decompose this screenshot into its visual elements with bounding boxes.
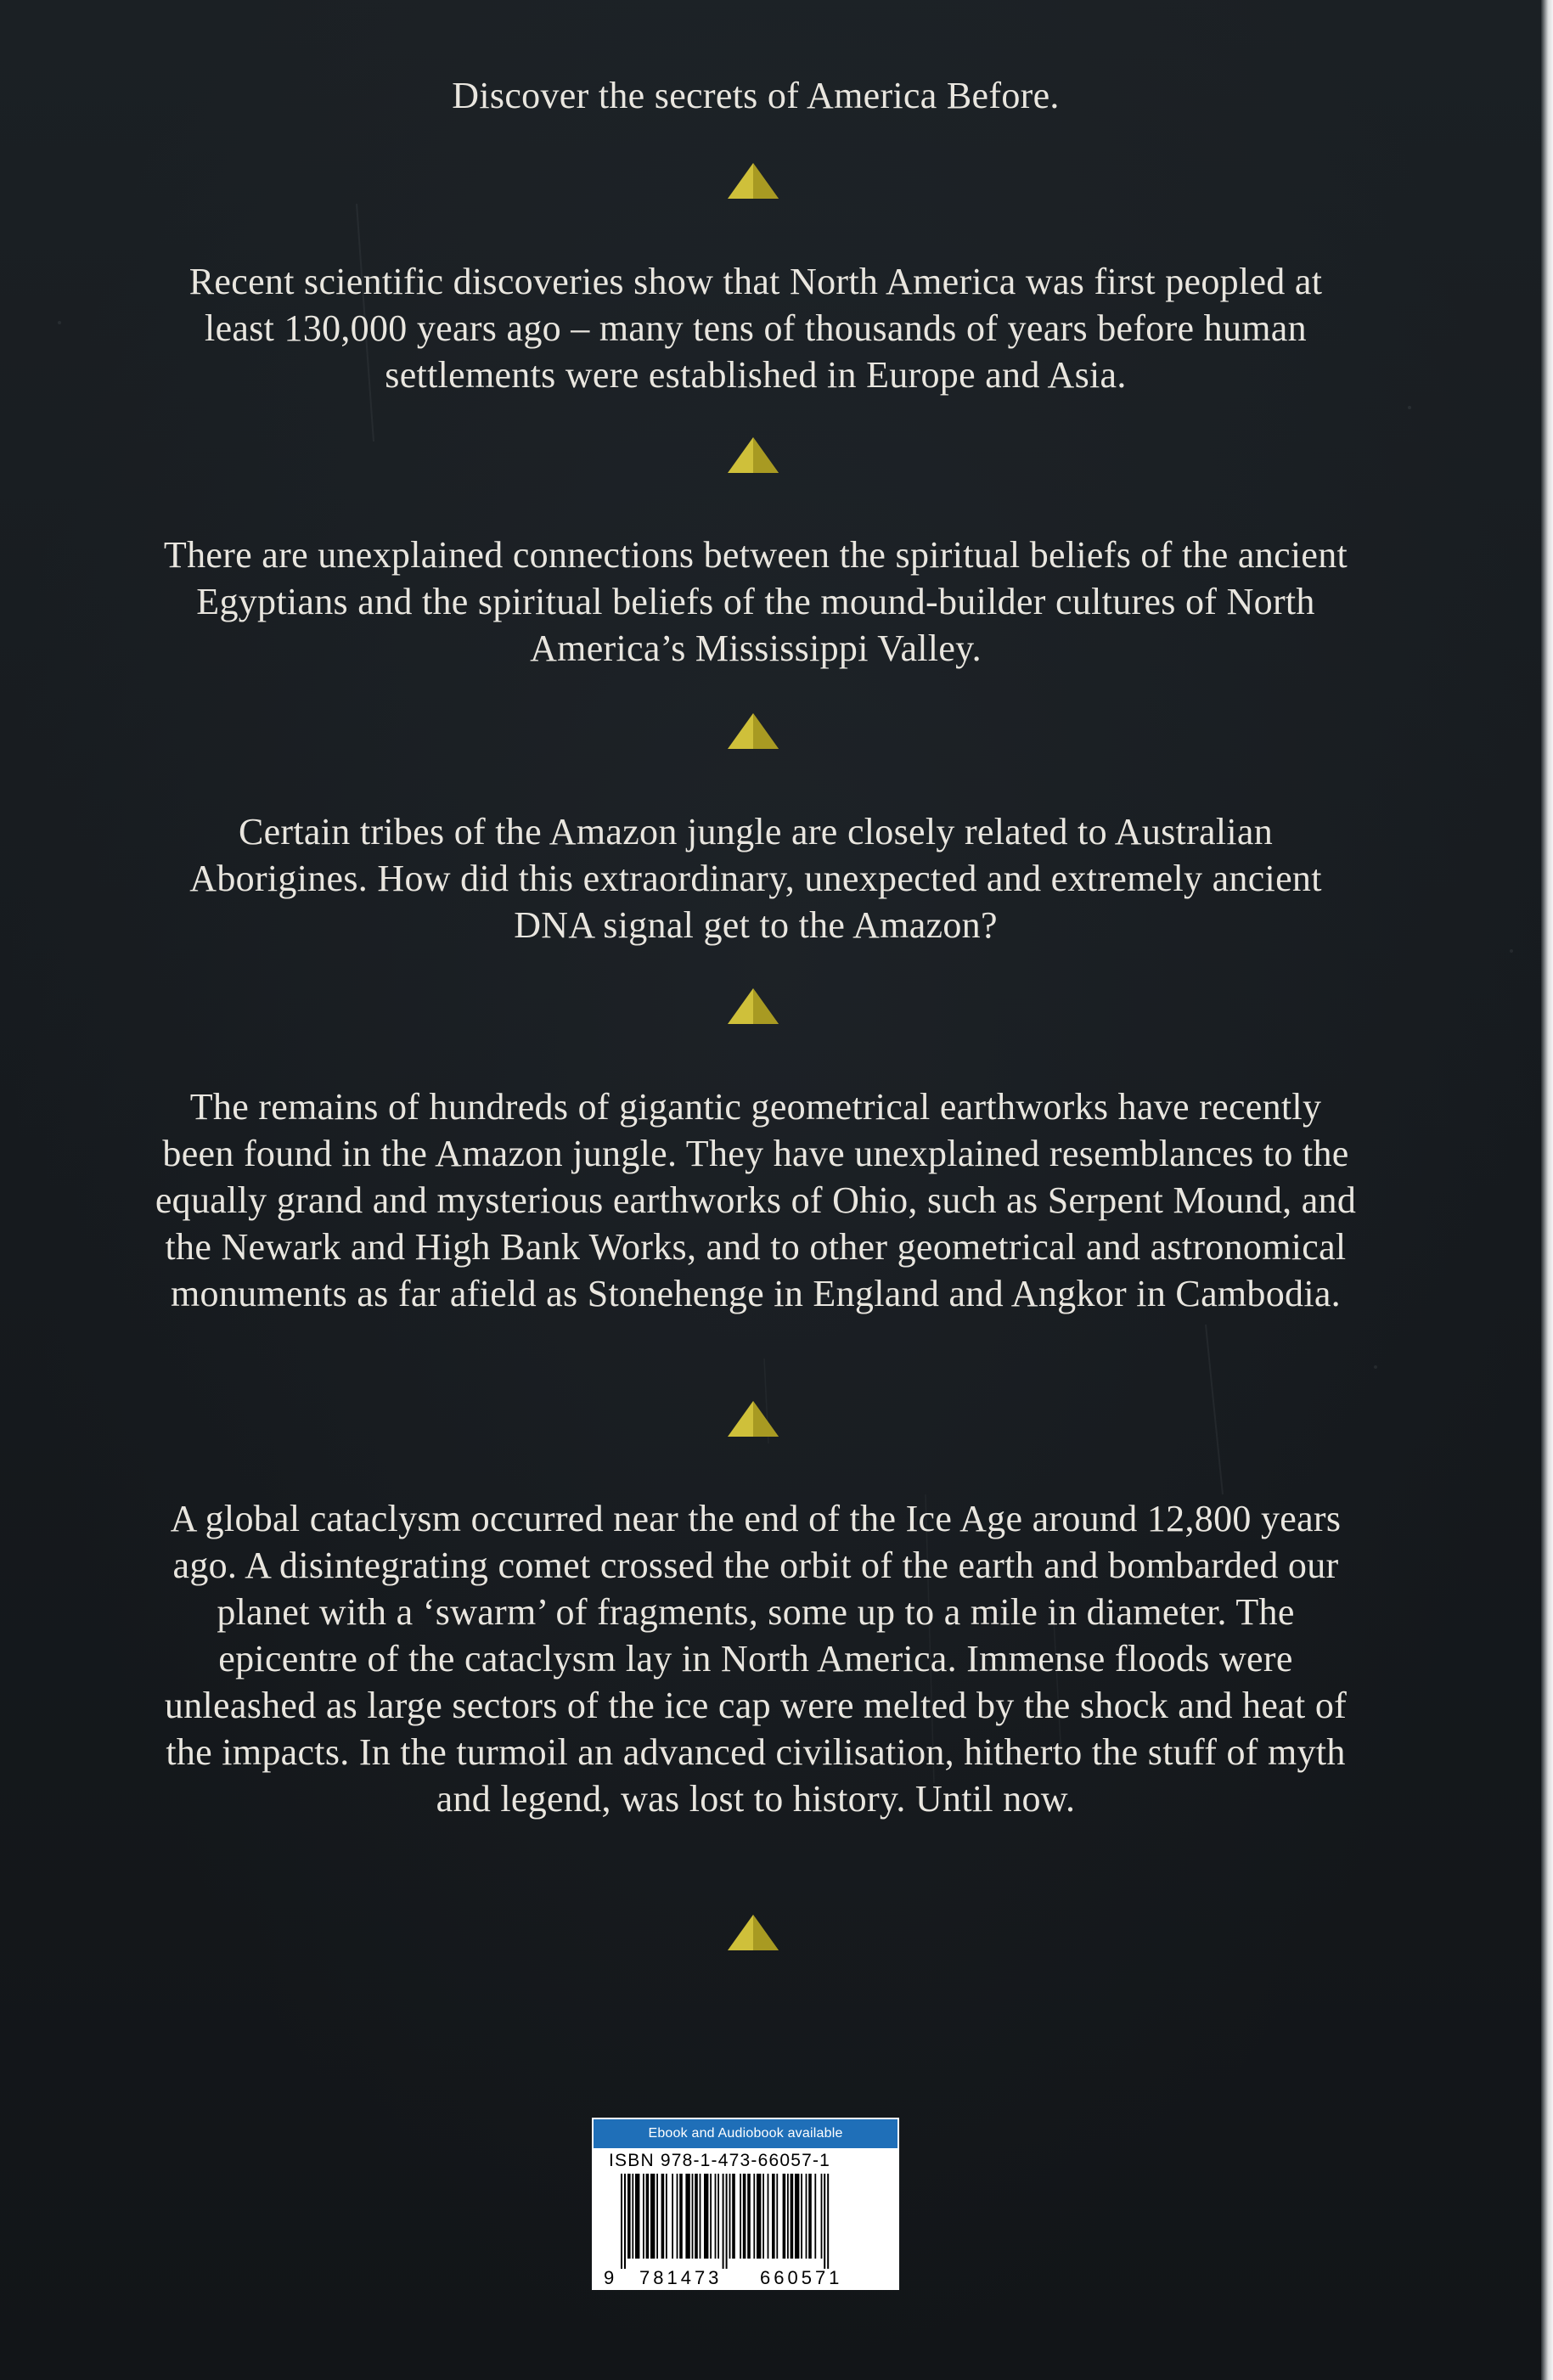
barcode-guard-bar: [726, 2174, 728, 2269]
barcode-bar: [704, 2174, 708, 2259]
barcode-bar: [732, 2174, 735, 2259]
barcode-bar: [692, 2174, 694, 2259]
barcode-bar: [666, 2174, 667, 2259]
barcode-bar: [821, 2174, 823, 2259]
pyramid-triangle-icon: [726, 712, 780, 751]
barcode-bar: [679, 2174, 683, 2259]
barcode-digits-right: 660571: [760, 2267, 843, 2288]
barcode-bar: [747, 2174, 751, 2259]
barcode-bar: [801, 2174, 802, 2259]
barcode-guard-bar: [827, 2174, 829, 2269]
barcode-bar: [806, 2174, 807, 2259]
barcode-bar: [808, 2174, 812, 2259]
barcode-digits-left: 781473: [639, 2267, 723, 2288]
barcode-bar: [787, 2174, 789, 2259]
barcode-bar: [757, 2174, 761, 2259]
barcode-bar: [627, 2174, 631, 2259]
barcode-guard-bar: [621, 2174, 622, 2269]
paragraph-peopling: [153, 258, 1359, 398]
pyramid-triangle-icon: [726, 161, 780, 200]
barcode-graphic: [600, 2174, 892, 2289]
paragraph-earthworks: [153, 1083, 1359, 1317]
paragraph-text: Discover the secrets of America Before.: [452, 75, 1060, 116]
barcode-bar: [772, 2174, 775, 2259]
pyramid-triangle-icon: [726, 1399, 780, 1438]
barcode-bar: [753, 2174, 755, 2259]
paragraph-text: The remains of hundreds of gigantic geometrical earthworks have recently been found in the Amazon jungle. They have unexplained resemblances to the equally grand and mysterious earthworks of Ohio, such as Serpent Mound, and the Newark and High Bank Works, and to other geometrical and astronomical monuments as far afield as Stonehenge in England and Angkor in Cambodia.: [155, 1086, 1357, 1314]
barcode-digit-lead: 9: [604, 2267, 615, 2288]
barcode-guard-bar: [624, 2174, 626, 2269]
barcode-bar: [717, 2174, 719, 2259]
barcode-bar: [743, 2174, 746, 2259]
page-edge: [1541, 0, 1553, 2380]
barcode-guard-bar: [824, 2174, 825, 2269]
barcode-bar: [700, 2174, 701, 2259]
barcode-bar: [643, 2174, 644, 2259]
barcode-bar: [762, 2174, 764, 2259]
barcode-bar: [656, 2174, 658, 2259]
barcode-bar: [795, 2174, 799, 2259]
barcode-bar: [677, 2174, 678, 2259]
paragraph-text: Recent scientific discoveries show that North America was first peopled at least 130,000 years ago – many tens of thousands of years before human settlements were established in Europe and Asia.: [188, 261, 1323, 396]
barcode-bar: [650, 2174, 655, 2259]
paragraph-text: There are unexplained connections between the spiritual beliefs of the ancient Egyptians and the spiritual beliefs of the mound-builder cultures of North America’s Mississippi Valley.: [163, 534, 1348, 669]
ebook-audiobook-banner: Ebook and Audiobook available: [594, 2119, 897, 2148]
barcode-bar: [661, 2174, 665, 2259]
barcode-bar: [632, 2174, 633, 2259]
paragraph-cataclysm: [153, 1495, 1359, 1822]
barcode-bar: [791, 2174, 794, 2259]
isbn-barcode-block: [592, 2118, 899, 2290]
barcode-bar: [695, 2174, 698, 2259]
barcode-bar: [768, 2174, 769, 2259]
barcode-bar: [646, 2174, 650, 2259]
paragraph-intro: [153, 72, 1359, 119]
barcode-guard-bar: [723, 2174, 724, 2269]
barcode-bar: [635, 2174, 639, 2259]
paragraph-text: A global cataclysm occurred near the end of the Ice Age around 12,800 years ago. A disintegrating comet crossed the orbit of the earth and bombarded our planet with a ‘swarm’ of fragments, some up to a mile in diameter. The epicentre of the cataclysm lay in North America. Immense floods were unleashed as large sectors of the ice cap were melted by the shock and heat of the impacts. In the turmoil an advanced civilisation, hitherto the stuff of myth and legend, was lost to history. Until now.: [164, 1498, 1348, 1820]
barcode-bar: [685, 2174, 689, 2259]
barcode-bar: [814, 2174, 816, 2259]
barcode-bar: [783, 2174, 786, 2259]
pyramid-triangle-icon: [726, 436, 780, 475]
pyramid-triangle-icon: [726, 987, 780, 1026]
barcode-bar: [715, 2174, 717, 2259]
barcode-bar: [776, 2174, 778, 2259]
barcode-bar: [729, 2174, 731, 2259]
barcode-bar: [740, 2174, 741, 2259]
paragraph-amazon-dna: [153, 808, 1359, 948]
isbn-number: ISBN 978-1-473-66057-1: [609, 2151, 831, 2170]
pyramid-triangle-icon: [726, 1913, 780, 1952]
barcode-bar: [672, 2174, 673, 2259]
paragraph-text: Certain tribes of the Amazon jungle are closely related to Australian Aborigines. How did this extraordinary, unexpected and extremely ancient DNA signal get to the Amazon?: [189, 811, 1322, 946]
paragraph-egypt: [153, 532, 1359, 672]
barcode-bar: [710, 2174, 712, 2259]
